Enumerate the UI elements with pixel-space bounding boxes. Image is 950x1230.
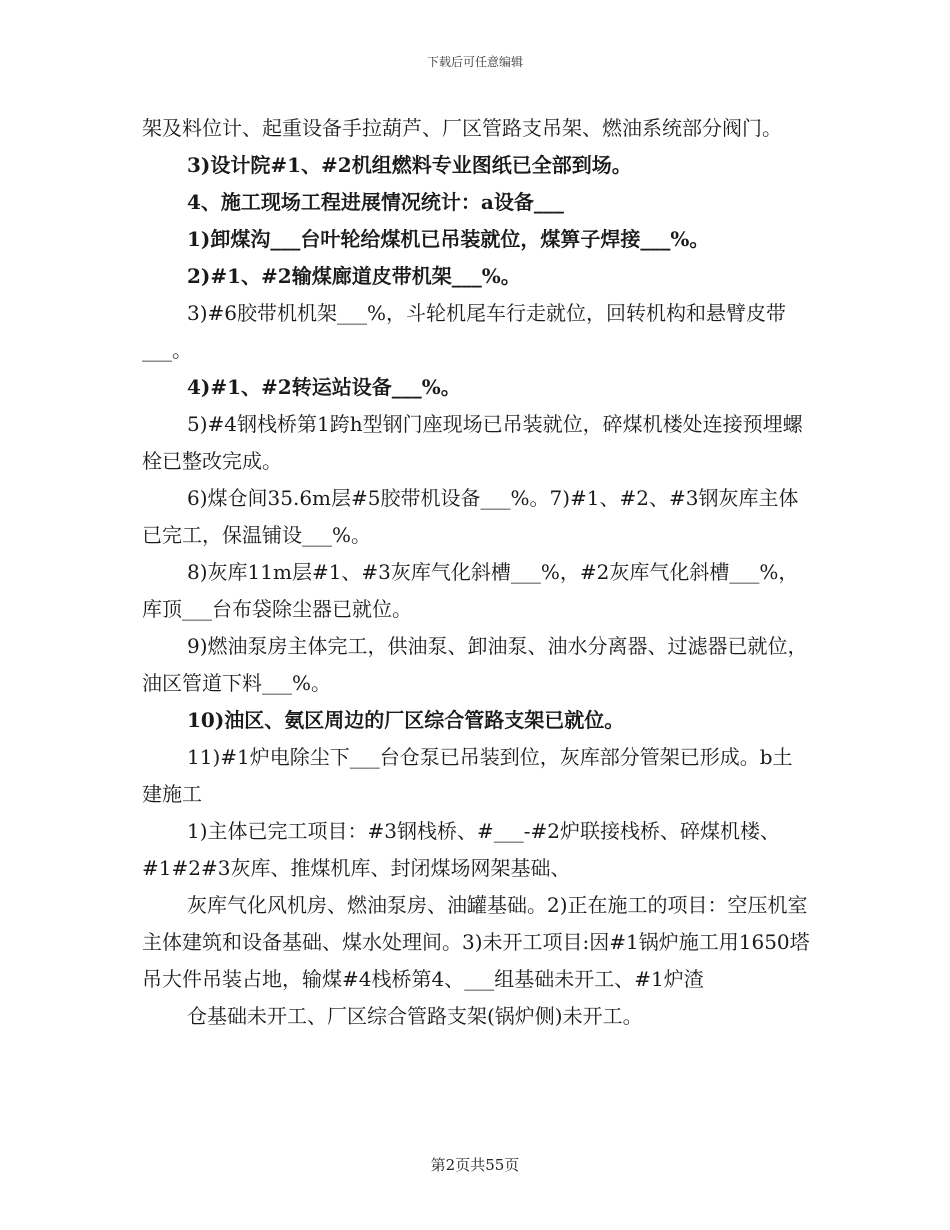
paragraph-2: 3)设计院#1、#2机组燃料专业图纸已全部到场。 — [187, 153, 632, 177]
paragraph-15: 灰库气化风机房、燃油泵房、油罐基础。2)正在施工的项目：空压机室主体建筑和设备基础、煤水处理间。3)未开工项目:因#1锅炉施工用1650塔吊大件吊装占地，输煤#4栈桥第4、___组基础未开工、#1炉渣 — [142, 893, 810, 991]
page-header-note: 下载后可任意编辑 — [426, 55, 523, 69]
paragraph-6: 3)#6胶带机机架___%，斗轮机尾车行走就位，回转机构和悬臂皮带___。 — [142, 301, 787, 362]
paragraph-3: 4、施工现场工程进展情况统计：a设备___ — [187, 190, 564, 214]
paragraph-9: 6)煤仓间35.6m层#5胶带机设备___%。7)#1、#2、#3钢灰库主体已完工，保温铺设___%。 — [142, 486, 799, 547]
paragraph-11: 9)燃油泵房主体完工，供油泵、卸油泵、油水分离器、过滤器已就位，油区管道下料___%。 — [142, 634, 808, 695]
paragraph-1: 架及料位计、起重设备手拉葫芦、厂区管路支吊架、燃油系统部分阀门。 — [142, 116, 782, 140]
paragraph-12: 10)油区、氨区周边的厂区综合管路支架已就位。 — [187, 708, 625, 732]
paragraph-5: 2)#1、#2输煤廊道皮带机架___%。 — [187, 264, 521, 288]
page-number-footer: 第2页共55页 — [430, 1156, 520, 1174]
paragraph-13: 11)#1炉电除尘下___台仓泵已吊装到位，灰库部分管架已形成。b土建施工 — [142, 745, 793, 806]
paragraph-7: 4)#1、#2转运站设备___%。 — [187, 375, 461, 399]
document-body — [142, 110, 810, 1035]
paragraph-14: 1)主体已完工项目：#3钢栈桥、#___-#2炉联接栈桥、碎煤机楼、#1#2#3灰库、推煤机库、封闭煤场网架基础、 — [142, 819, 781, 880]
paragraph-4: 1)卸煤沟___台叶轮给煤机已吊装就位，煤箅子焊接___%。 — [187, 227, 710, 251]
paragraph-16: 仓基础未开工、厂区综合管路支架(锅炉侧)未开工。 — [187, 1004, 643, 1028]
paragraph-8: 5)#4钢栈桥第1跨h型钢门座现场已吊装就位，碎煤机楼处连接预埋螺栓已整改完成。 — [142, 412, 803, 473]
paragraph-10: 8)灰库11m层#1、#3灰库气化斜槽___%，#2灰库气化斜槽___%，库顶___台布袋除尘器已就位。 — [142, 560, 799, 621]
